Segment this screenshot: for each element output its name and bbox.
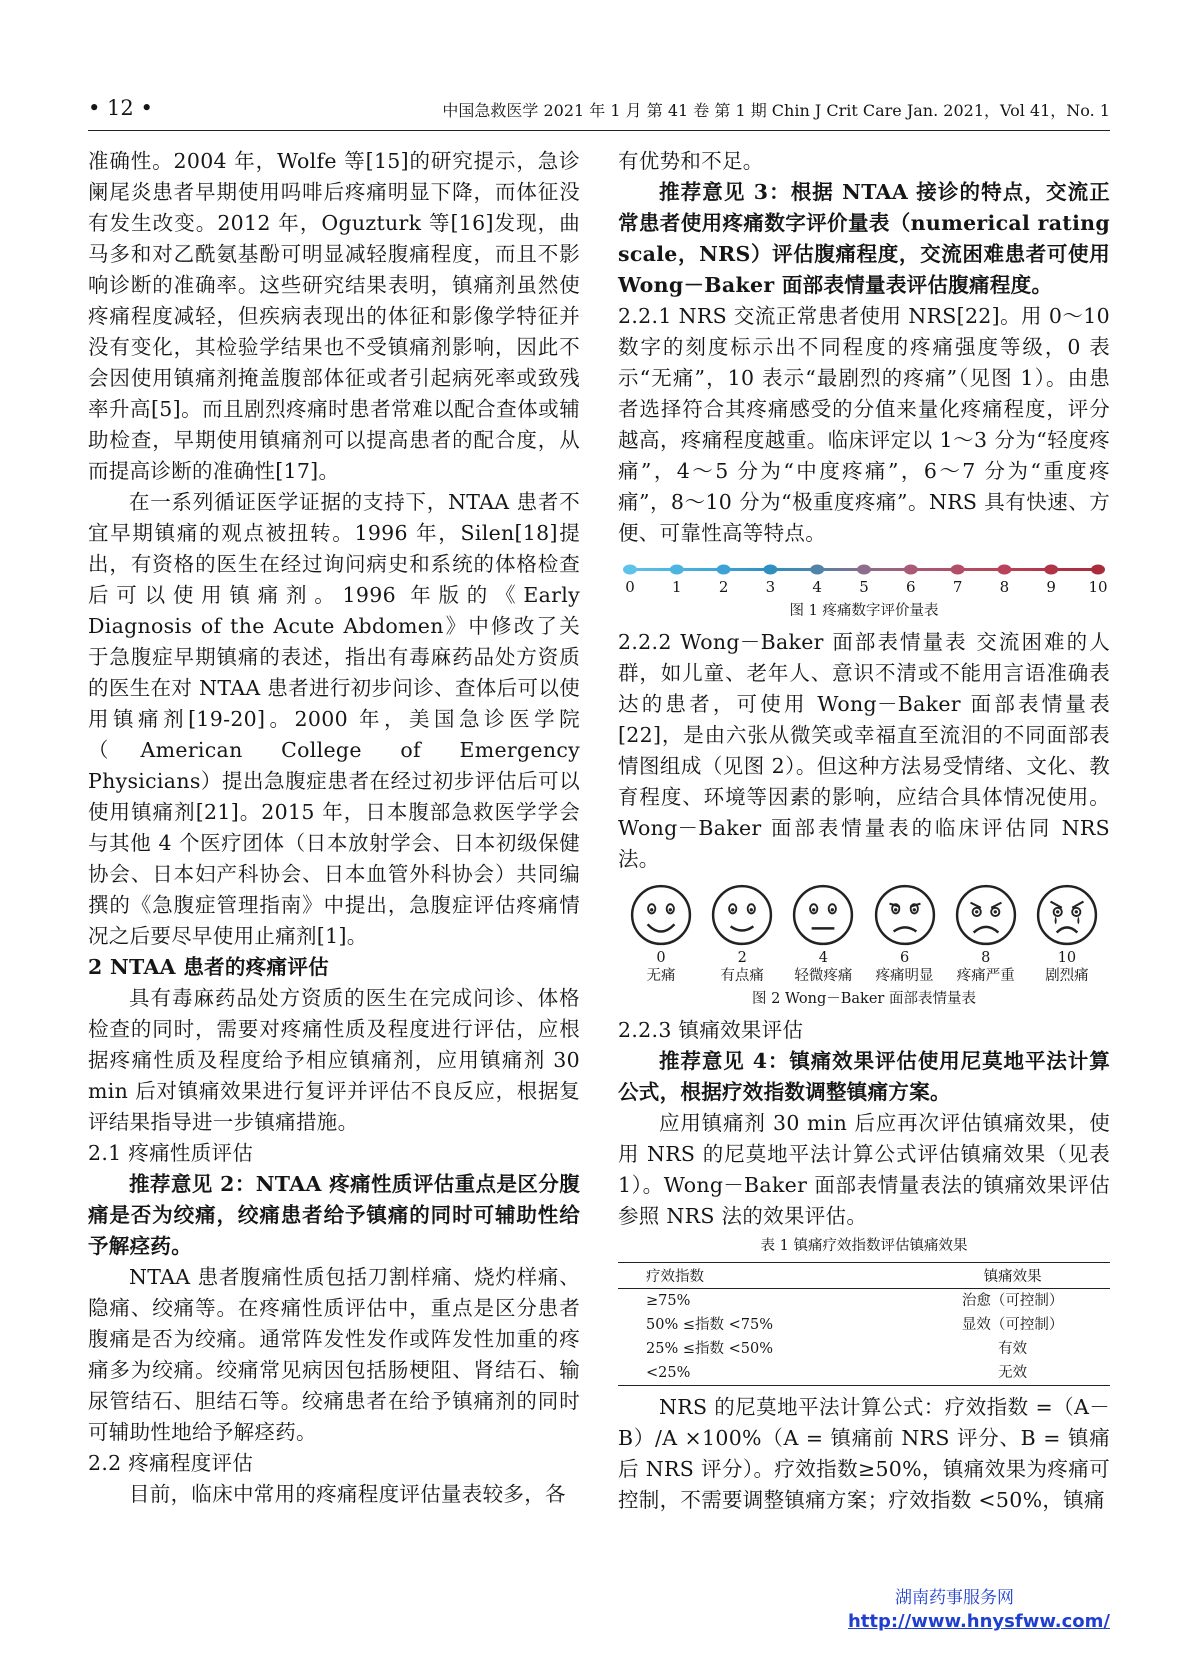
face-item <box>622 883 700 985</box>
journal-info: 中国急救医学 2021 年 1 月 第 41 卷 第 1 期 Chin J Crit Care Jan. 2021，Vol 41，No. 1 <box>442 101 1110 120</box>
table-row <box>618 1313 1110 1337</box>
table-cell: 有效 <box>998 1341 1028 1357</box>
nrs-point <box>1091 565 1105 575</box>
nrs-point <box>904 565 918 575</box>
page-number: • 12 • <box>88 96 153 120</box>
subsection-heading: 2.2 疼痛程度评估 <box>88 1451 254 1475</box>
nrs-tick-label: 10 <box>1088 578 1108 596</box>
recommendation: 推荐意见 2：NTAA 疼痛性质评估重点是区分腹痛是否为绞痛，绞痛患者给予镇痛的同时可辅助性给予解痉药。 <box>88 1172 580 1258</box>
nrs-point <box>763 565 777 575</box>
paragraph: NRS 的尼莫地平法计算公式：疗效指数 =（A－B）/A ×100%（A = 镇痛前 NRS 评分、B = 镇痛后 NRS 评分）。疗效指数≥50%，镇痛效果为疼痛可控制，不需要调整镇痛方案；疗效指数 <50%，镇痛 <box>618 1395 1110 1512</box>
nrs-scale <box>618 561 1110 597</box>
recommendation: 推荐意见 4：镇痛效果评估使用尼莫地平法计算公式，根据疗效指数调整镇痛方案。 <box>618 1049 1110 1104</box>
paragraph: 2.2.2 Wong－Baker 面部表情量表 交流困难的人群，如儿童、老年人、意识不清或不能用言语准确表达的患者，可使用 Wong－Baker 面部表情量表[22]，是由六张从微笑或幸福直至流泪的不同面部表情图组成（见图 2）。但这种方法易受情绪、文化、教育程度、环境等因素的影响，应结合具体情况使用。Wong－Baker 面部表情量表的临床评估同 NRS 法。 <box>618 630 1110 871</box>
face-label: 疼痛明显 <box>875 968 934 984</box>
section-heading: 2 NTAA 患者的疼痛评估 <box>88 955 329 979</box>
table-cell: 无效 <box>915 1361 1110 1386</box>
paragraph: 2.2.1 NRS 交流正常患者使用 NRS[22]。用 0～10 数字的刻度标示出不同程度的疼痛强度等级，0 表示“无痛”，10 表示“最剧烈的疼痛”（见图 1）。由患者选择符合其疼痛感受的分值来量化疼痛程度，评分越高，疼痛程度越重。临床评定以 1～3 分为“轻度疼痛”，4～5 分为“中度疼痛”，6～7 分为“重度疼痛”，8～10 分为“极重度疼痛”。NRS 具有快速、方便、可靠性高等特点。 <box>618 304 1110 545</box>
nrs-tick-label: 3 <box>765 578 776 596</box>
table-row <box>618 1361 1110 1386</box>
table-cell: 50% ≤指数 <75% <box>646 1317 773 1333</box>
paragraph: 具有毒麻药品处方资质的医生在完成问诊、体格检查的同时，需要对疼痛性质及程度进行评估，应根据疼痛性质及程度给予相应镇痛剂，应用镇痛剂 30 min 后对镇痛效果进行复评并评估不良反应，根据复评结果指导进一步镇痛措施。 <box>88 986 580 1134</box>
table-cell: 显效（可控制） <box>961 1317 1064 1333</box>
nrs-tick-label: 8 <box>999 578 1010 596</box>
nrs-tick-label: 2 <box>718 578 729 596</box>
subsection-heading: 2.2.3 镇痛效果评估 <box>618 1018 804 1042</box>
face-item <box>703 883 781 985</box>
face-score: 8 <box>981 950 991 966</box>
paragraph: 在一系列循证医学证据的支持下，NTAA 患者不宜早期镇痛的观点被扭转。1996 年，Silen[18]提出，有资格的医生在经过询问病史和系统的体格检查后可以使用镇痛剂。1996 年版的《Early Diagnosis of the Acute Abdomen》中修改了关于急腹症早期镇痛的表述，指出有毒麻药品处方资质的医生在对 NTAA 患者进行初步问诊、查体后可以使用镇痛剂[19-20]。2000 年，美国急诊医学院（American College of Emergency Physicians）提出急腹症患者在经过初步评估后可以使用镇痛剂[21]。2015 年，日本腹部急救医学学会与其他 4 个医疗团体（日本放射学会、日本初级保健协会、日本妇产科协会、日本血管外科协会）共同编撰的《急腹症管理指南》中提出，急腹症评估疼痛情况之后要尽早使用止痛剂[1]。 <box>88 490 580 948</box>
paragraph: 有优势和不足。 <box>618 149 764 173</box>
nrs-scale-figure <box>618 561 1110 597</box>
face-item <box>947 883 1025 985</box>
table-row <box>618 1289 1110 1314</box>
face-score: 6 <box>899 950 910 966</box>
smile-face-icon <box>629 883 693 947</box>
figure-caption: 图 1 疼痛数字评价量表 <box>789 603 939 619</box>
face-label: 无痛 <box>646 968 676 984</box>
nrs-tick-label: 6 <box>906 578 916 596</box>
slight-smile-face-icon <box>710 883 774 947</box>
nrs-tick-label: 0 <box>625 578 635 596</box>
nrs-point <box>997 565 1011 575</box>
nrs-tick-label: 7 <box>952 578 963 596</box>
face-score: 10 <box>1057 950 1077 966</box>
face-item <box>866 883 944 985</box>
face-label: 有点痛 <box>720 968 764 984</box>
nrs-point <box>1044 565 1058 575</box>
crying-face-icon <box>1035 883 1099 947</box>
watermark <box>620 1586 1110 1634</box>
nrs-point <box>623 565 637 575</box>
nrs-point <box>670 565 684 575</box>
right-column <box>618 146 1110 1516</box>
face-score: 4 <box>818 950 828 966</box>
face-label: 疼痛严重 <box>956 968 1015 984</box>
paragraph: 目前，临床中常用的疼痛程度评估量表较多，各 <box>129 1482 566 1506</box>
nrs-point <box>810 565 824 575</box>
efficacy-table <box>618 1262 1110 1386</box>
sad-face-icon <box>954 883 1018 947</box>
paragraph: NTAA 患者腹痛性质包括刀割样痛、烧灼样痛、隐痛、绞痛等。在疼痛性质评估中，重点是区分患者腹痛是否为绞痛。通常阵发性发作或阵发性加重的疼痛多为绞痛。绞痛常见病因包括肠梗阻、肾结石、输尿管结石、胆结石等。绞痛患者在给予镇痛剂的同时可辅助性地给予解痉药。 <box>88 1265 580 1444</box>
nrs-tick-label: 5 <box>859 578 869 596</box>
figure-caption: 图 2 Wong－Baker 面部表情量表 <box>752 991 976 1007</box>
table-cell: 25% ≤指数 <50% <box>646 1341 773 1357</box>
left-column <box>88 146 580 1510</box>
table-row <box>618 1337 1110 1361</box>
table-header: 镇痛效果 <box>915 1263 1110 1289</box>
nrs-tick-label: 9 <box>1046 578 1056 596</box>
table-title: 表 1 镇痛疗效指数评估镇痛效果 <box>760 1238 968 1254</box>
nrs-tick-label: 1 <box>672 578 682 596</box>
nrs-point <box>857 565 871 575</box>
face-label: 轻微疼痛 <box>794 968 853 984</box>
frown-face-icon <box>873 883 937 947</box>
watermark-url[interactable]: http://www.hnysfww.com/ <box>847 1611 1110 1632</box>
neutral-face-icon <box>791 883 855 947</box>
watermark-site-name: 湖南药事服务网 <box>895 1588 1014 1608</box>
wong-baker-faces <box>618 883 1110 985</box>
subsection-heading: 2.1 疼痛性质评估 <box>88 1141 254 1165</box>
face-label: 剧烈痛 <box>1045 968 1089 984</box>
page-header <box>88 96 1110 131</box>
table-header-row <box>618 1263 1110 1289</box>
face-score: 0 <box>656 950 666 966</box>
paragraph: 应用镇痛剂 30 min 后应再次评估镇痛效果，使用 NRS 的尼莫地平法计算公式评估镇痛效果（见表 1）。Wong－Baker 面部表情量表法的镇痛效果评估参照 NRS 法的效果评估。 <box>618 1111 1110 1228</box>
face-item <box>1028 883 1106 985</box>
table-cell: 治愈（可控制） <box>961 1293 1064 1309</box>
nrs-tick-label: 4 <box>812 578 822 596</box>
face-score: 2 <box>737 950 747 966</box>
table-cell: ≥75% <box>646 1293 691 1309</box>
table-header: 疗效指数 <box>618 1263 915 1289</box>
nrs-point <box>717 565 731 575</box>
table-cell: <25% <box>618 1361 915 1386</box>
nrs-point <box>951 565 965 575</box>
recommendation: 推荐意见 3：根据 NTAA 接诊的特点，交流正常患者使用疼痛数字评价量表（numerical rating scale，NRS）评估腹痛程度，交流困难患者可使用 Wong－Baker 面部表情量表评估腹痛程度。 <box>618 180 1110 297</box>
face-item <box>784 883 862 985</box>
paragraph: 准确性。2004 年，Wolfe 等[15]的研究提示，急诊阑尾炎患者早期使用吗啡后疼痛明显下降，而体征没有发生改变。2012 年，Oguzturk 等[16]发现，曲马多和对乙酰氨基酚可明显减轻腹痛程度，而且不影响诊断的准确率。这些研究结果表明，镇痛剂虽然使疼痛程度减轻，但疾病表现出的体征和影像学特征并没有变化，其检验学结果也不受镇痛剂影响，因此不会因使用镇痛剂掩盖腹部体征或者引起病死率或致残率升高[5]。而且剧烈疼痛时患者常难以配合查体或辅助检查，早期使用镇痛剂可以提高患者的配合度，从而提高诊断的准确性[17]。 <box>88 149 580 483</box>
